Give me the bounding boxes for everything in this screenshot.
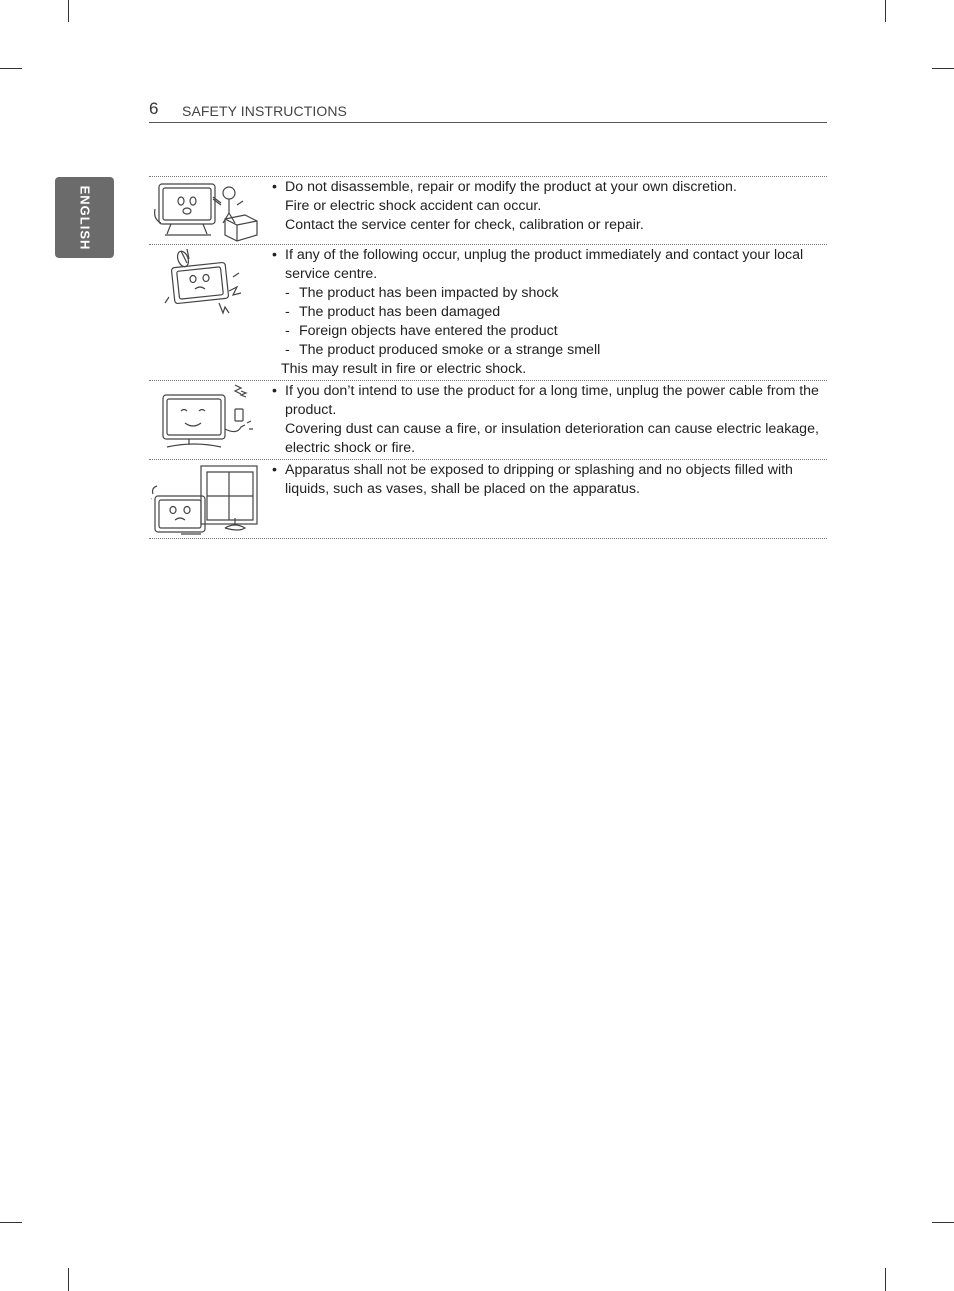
crop-mark xyxy=(885,0,886,22)
instruction-text: Do not disassemble, repair or modify the product at your own discretion. xyxy=(285,179,737,195)
safety-table xyxy=(149,176,827,539)
list-item-text: The product has been impacted by shock xyxy=(299,285,559,301)
crop-mark xyxy=(932,68,954,69)
crop-mark xyxy=(0,1222,22,1223)
safety-row xyxy=(149,176,827,244)
tv-disassembly-icon xyxy=(151,179,263,243)
list-item-text: Foreign objects have entered the product xyxy=(299,323,558,339)
language-tab xyxy=(55,177,114,258)
instruction-text: Apparatus shall not be exposed to dripping or splashing and no objects filled with liquids, such as vases, shall be placed on the apparatus. xyxy=(285,462,793,497)
dash-mark: - xyxy=(285,323,290,339)
page-number: 6 xyxy=(149,99,159,118)
bullet-mark: • xyxy=(272,179,277,195)
list-item xyxy=(272,303,827,322)
safety-row xyxy=(149,244,827,380)
instruction-text: If any of the following occur, unplug the product immediately and contact your local service centre. xyxy=(285,247,804,282)
bullet-mark: • xyxy=(272,383,277,399)
bullet-mark: • xyxy=(272,462,277,478)
list-item xyxy=(272,322,827,341)
tv-damaged-icon xyxy=(151,247,263,317)
dash-mark: - xyxy=(285,342,290,358)
safety-row xyxy=(149,380,827,459)
instruction-continuation: Covering dust can cause a fire, or insulation deterioration can cause electric leakage, electric shock or fire. xyxy=(285,421,819,456)
instruction-note: This may result in fire or electric shock. xyxy=(281,361,527,377)
list-item xyxy=(272,341,827,360)
dash-mark: - xyxy=(285,285,290,301)
language-tab-label: ENGLISH xyxy=(77,185,92,250)
safety-row xyxy=(149,459,827,539)
instruction-continuation: Fire or electric shock accident can occur. xyxy=(285,198,542,214)
instruction-text: If you don’t intend to use the product for a long time, unplug the power cable from the product. xyxy=(285,383,819,418)
crop-mark xyxy=(68,1268,69,1291)
list-item xyxy=(272,284,827,303)
crop-mark xyxy=(885,1268,886,1291)
instruction-continuation: Contact the service center for check, calibration or repair. xyxy=(285,217,644,233)
dash-mark: - xyxy=(285,304,290,320)
list-item-text: The product has been damaged xyxy=(299,304,501,320)
page-header xyxy=(149,98,827,123)
bullet-mark: • xyxy=(272,247,277,263)
list-item-text: The product produced smoke or a strange smell xyxy=(299,342,601,358)
tv-unplugged-icon xyxy=(151,383,263,453)
section-title: SAFETY INSTRUCTIONS xyxy=(182,103,347,119)
crop-mark xyxy=(68,0,69,22)
crop-mark xyxy=(0,68,22,69)
tv-liquid-splash-icon xyxy=(151,462,263,538)
crop-mark xyxy=(932,1222,954,1223)
